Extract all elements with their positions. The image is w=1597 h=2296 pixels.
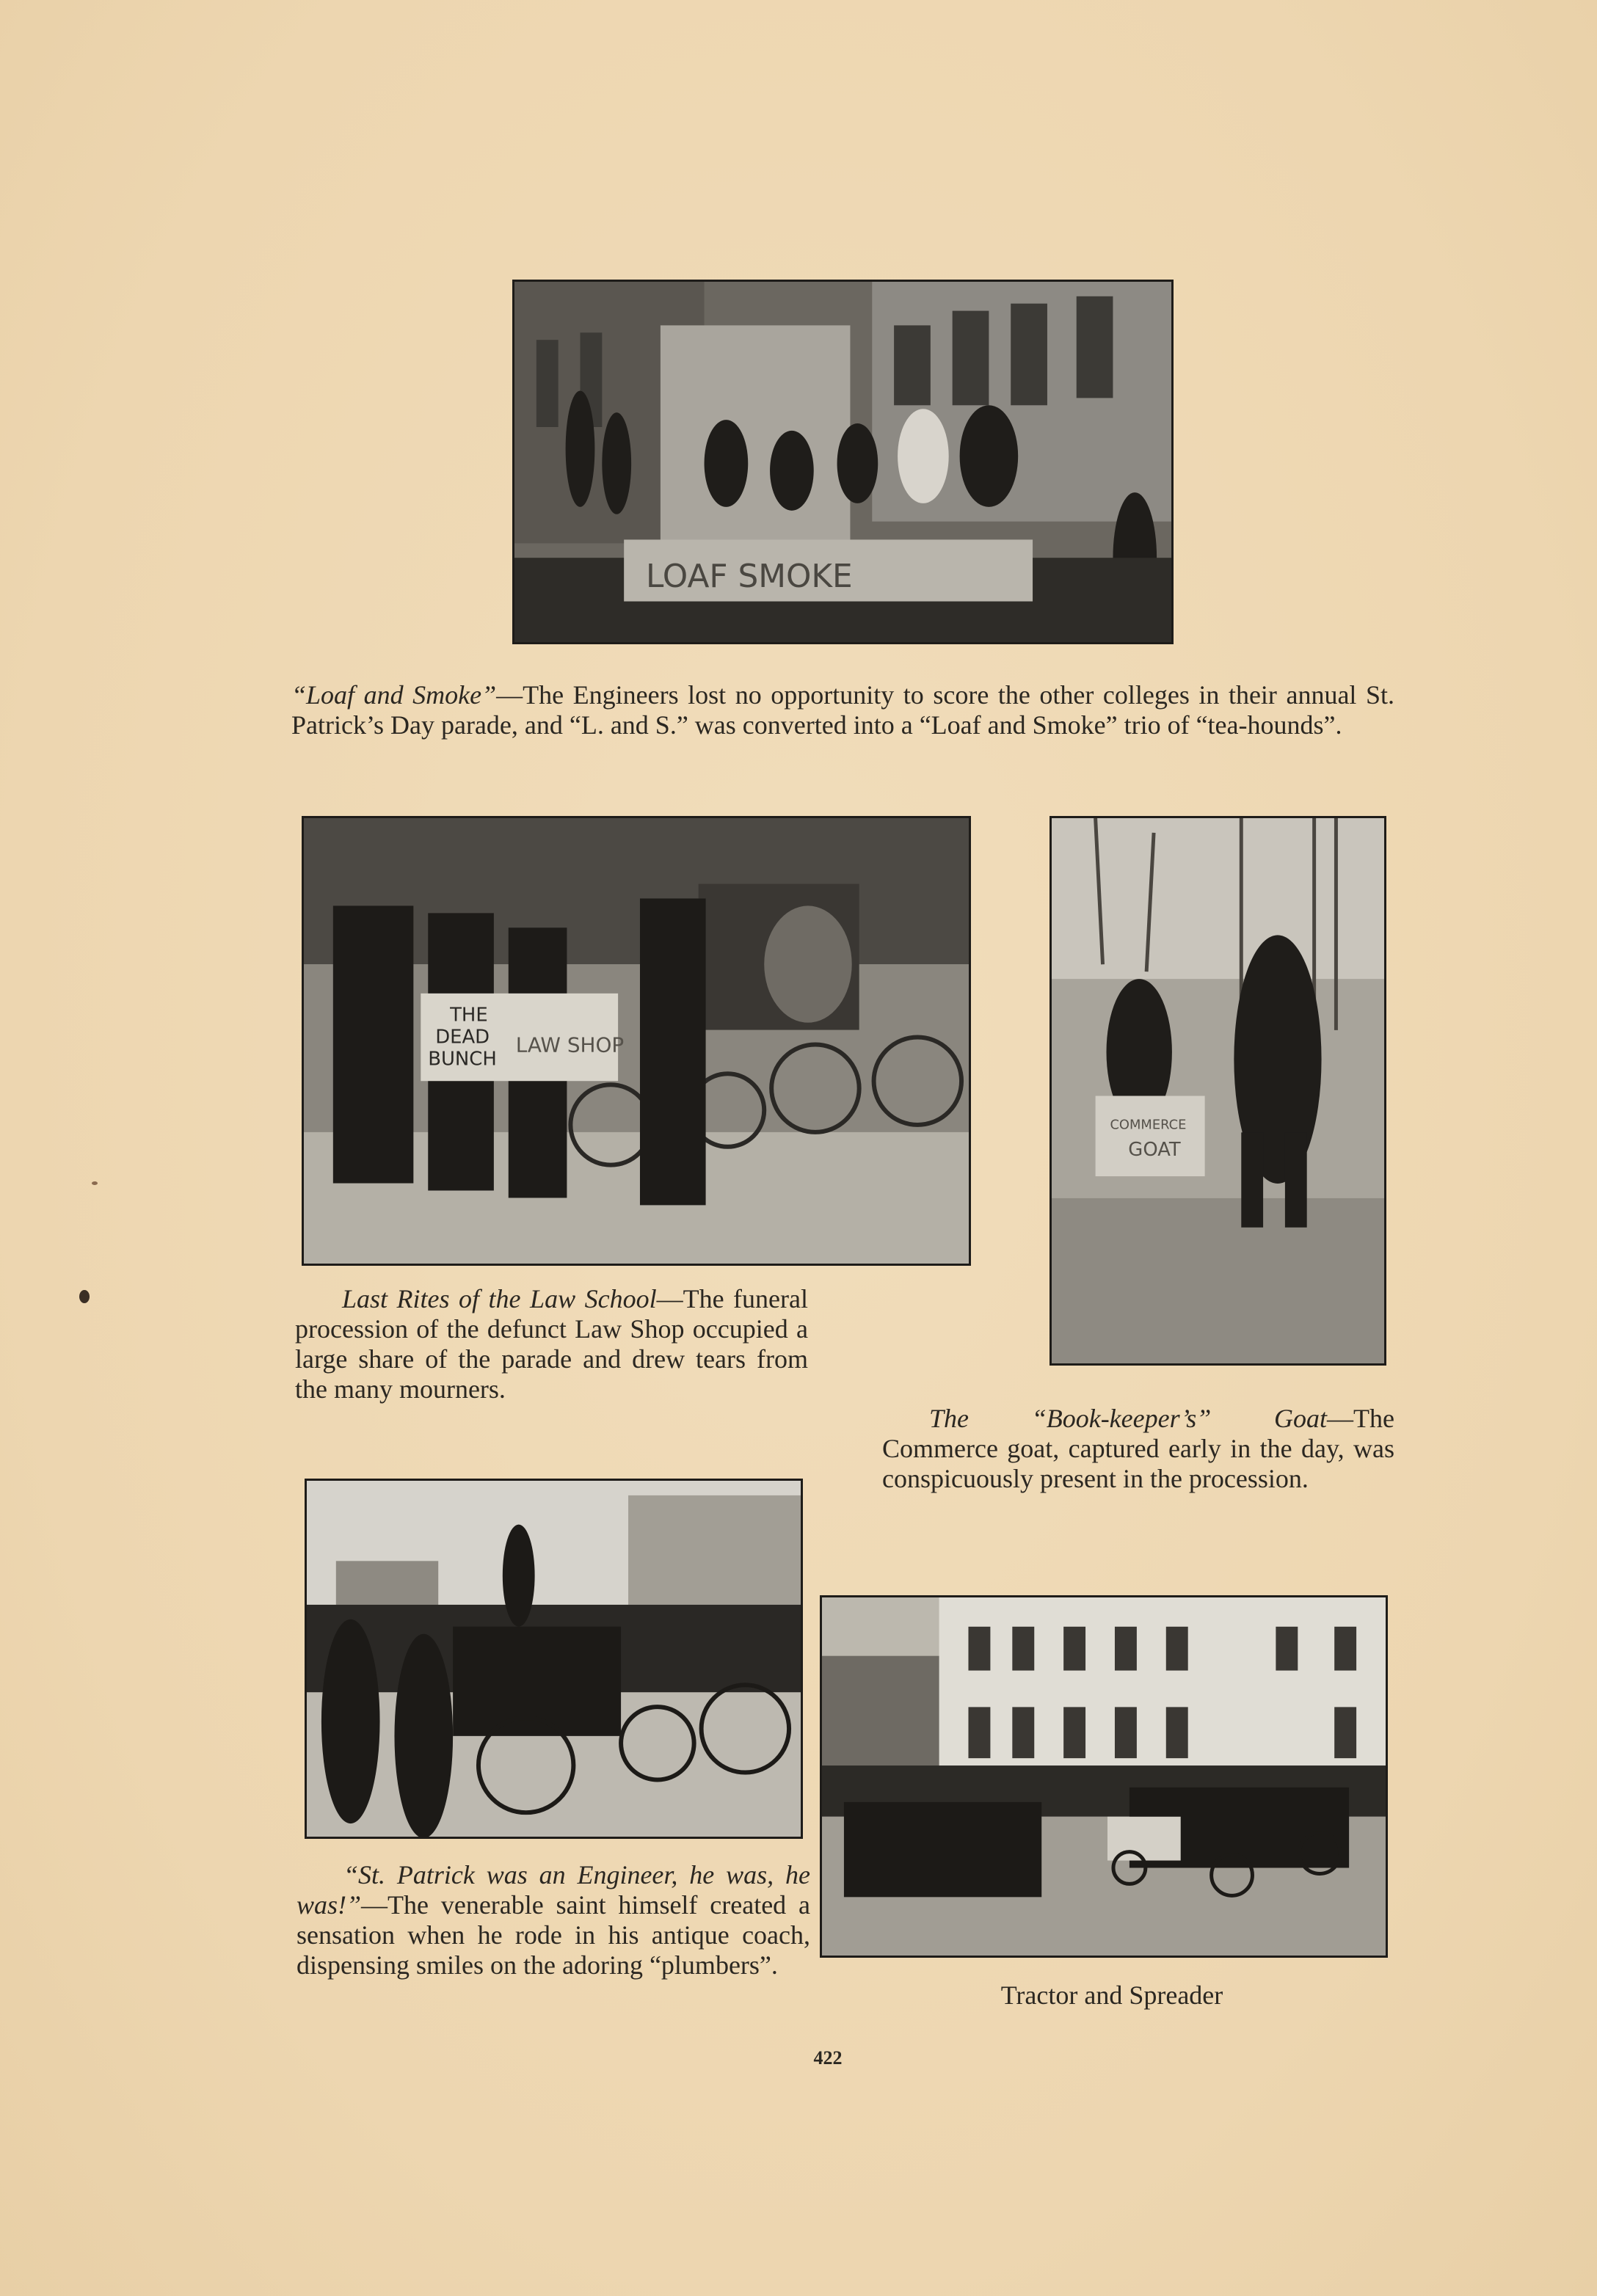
caption-body: —The funeral procession of the defunct Law Shop occupied a large share of the parade and drew tears from the many mourners. <box>295 1284 808 1404</box>
coffin-sign-line-3: BUNCH <box>428 1048 497 1071</box>
caption-tractor <box>820 1980 1404 2011</box>
caption-goat <box>882 1404 1394 1494</box>
goat-sign-line-2: GOAT <box>1128 1139 1181 1162</box>
page-number: 422 <box>813 2047 843 2069</box>
caption-body: —The Commerce goat, captured early in the day, was conspicuously present in the procession. <box>882 1404 1394 1493</box>
caption-lead: “St. Patrick was an Engineer, he was, he was!” <box>297 1860 810 1920</box>
goat-sign-line-1: COMMERCE <box>1110 1117 1187 1133</box>
caption-loaf-and-smoke <box>291 680 1394 740</box>
caption-last-rites <box>295 1284 808 1404</box>
ink-speck <box>92 1181 98 1185</box>
photo-loaf-and-smoke <box>512 280 1174 644</box>
caption-st-patrick <box>297 1860 810 1980</box>
photo-st-patrick <box>305 1479 803 1839</box>
photo-goat <box>1049 816 1386 1366</box>
coffin-sign-line-1: THE <box>450 1004 488 1027</box>
photo-tractor <box>820 1595 1388 1958</box>
coffin-sign-line-2: DEAD <box>435 1026 490 1049</box>
caption-body: —The venerable saint himself created a sensation when he rode in his antique coach, dispensing smiles on the adoring “plumbers”. <box>297 1890 810 1980</box>
caption-lead: The “Book-keeper’s” Goat <box>929 1404 1328 1433</box>
caption-lead: “Loaf and Smoke” <box>291 680 497 710</box>
caption-body: —The Engineers lost no opportunity to score the other colleges in their annual St. Patrick’s Day parade, and “L. and S.” was converted into a “Loaf and Smoke” trio of “tea-hounds”. <box>291 680 1394 740</box>
ink-speck <box>79 1290 90 1303</box>
coffin-sign-line-4: LAW SHOP <box>515 1032 625 1057</box>
caption-lead: Last Rites of the Law School <box>342 1284 657 1313</box>
float-sign-text: LOAF SMOKE <box>646 557 853 595</box>
caption-body: Tractor and Spreader <box>1000 1980 1223 2010</box>
photo-last-rites <box>302 816 971 1266</box>
